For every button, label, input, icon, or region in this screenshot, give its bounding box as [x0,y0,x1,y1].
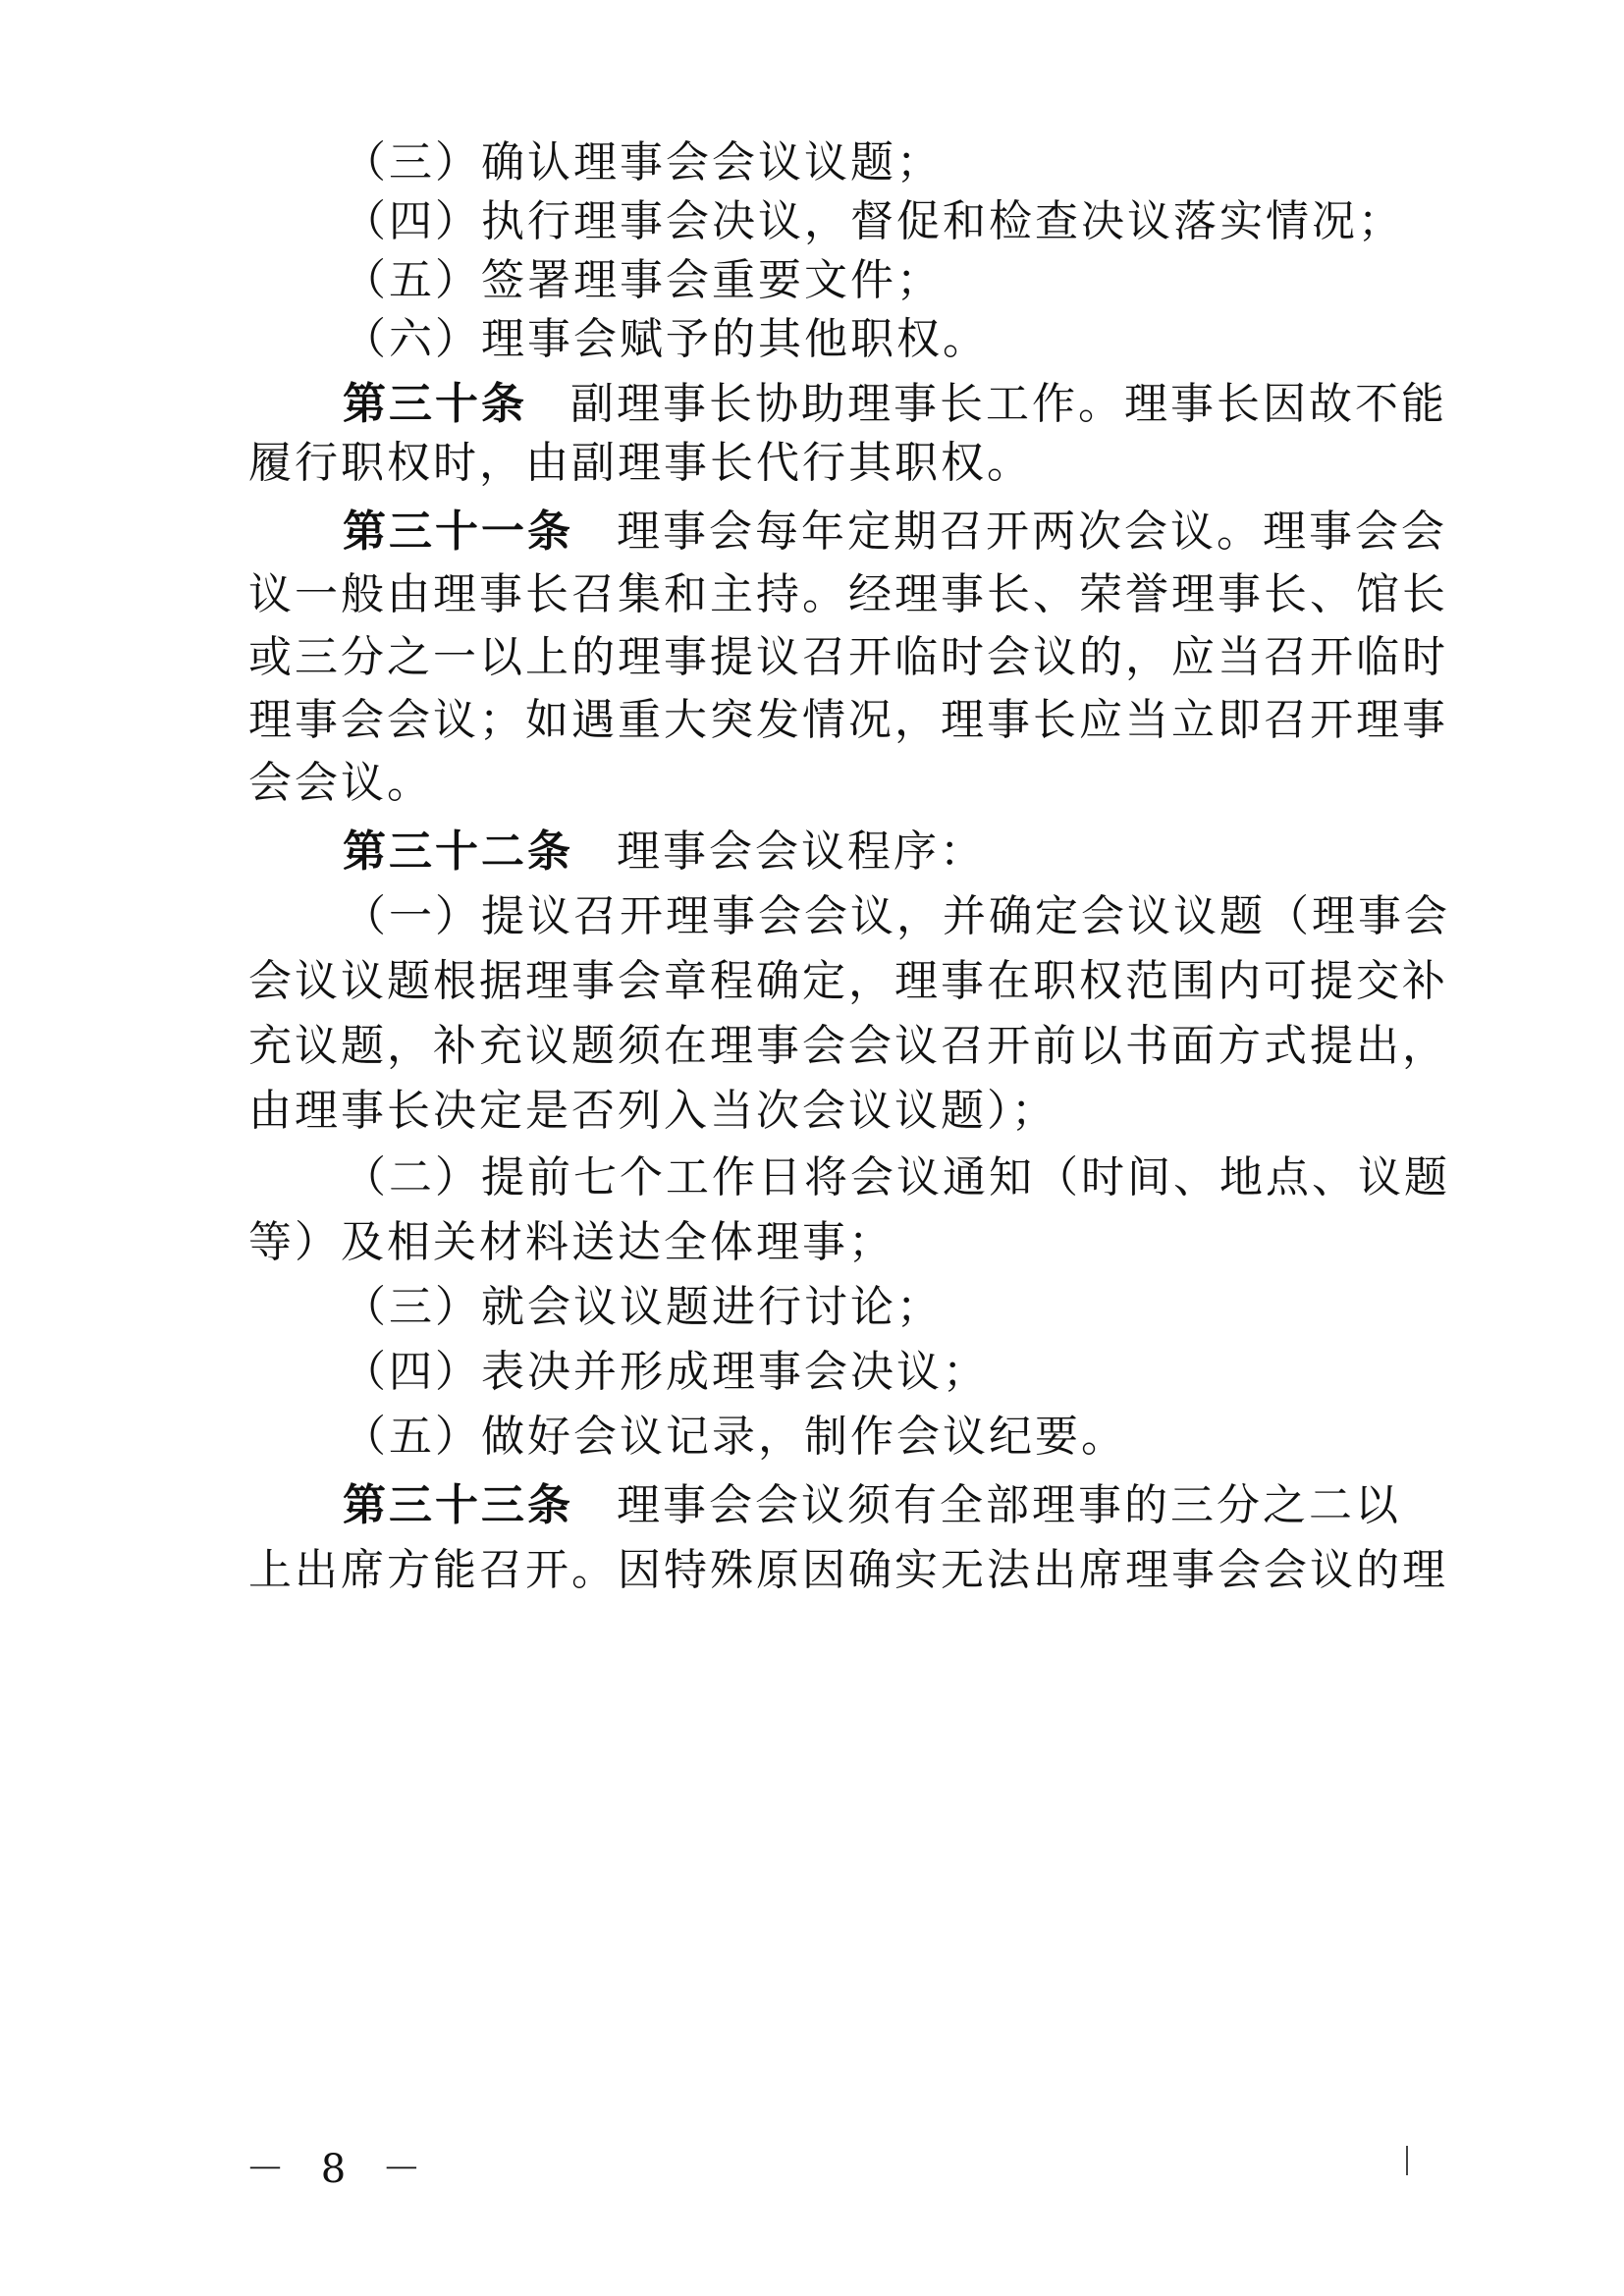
clause-item-3: （三）确认理事会会议议题； [343,137,943,187]
article-31-text: 理事会每年定期召开两次会议。理事会会 [617,507,1447,557]
article-31-heading: 第三十一条 [343,507,573,557]
procedure-item-1-line-2: 会议议题根据理事会章程确定，理事在职权范围内可提交补 [248,956,1448,1006]
article-33-first-line [343,1476,1401,1535]
article-30-heading: 第三十条 [343,379,527,429]
article-31-line-3: 或三分之一以上的理事提议召开临时会议的，应当召开临时 [248,632,1448,682]
article-32-first-line [343,823,1387,881]
procedure-item-1-line-4: 由理事长决定是否列入当次会议议题）； [248,1086,1057,1136]
article-33-text: 理事会会议须有全部理事的三分之二以 [617,1480,1401,1530]
procedure-item-2-line-1: （二）提前七个工作日将会议通知（时间、地点、议题 [343,1152,1450,1202]
procedure-item-1-line-3: 充议题，补充议题须在理事会会议召开前以书面方式提出， [248,1021,1448,1071]
article-31-line-4: 理事会会议；如遇重大突发情况，理事长应当立即召开理事 [248,695,1448,745]
procedure-item-2-line-2: 等）及相关材料送达全体理事； [248,1217,894,1267]
clause-item-4: （四）执行理事会决议，督促和检查决议落实情况； [343,196,1404,246]
article-30-first-line [343,375,1447,434]
procedure-item-4: （四）表决并形成理事会决议； [343,1347,989,1397]
margin-mark [1406,2146,1408,2175]
article-32-text: 理事会会议程序： [617,827,986,877]
article-30-text: 副理事长协助理事长工作。理事长因故不能 [570,379,1447,429]
procedure-item-5: （五）做好会议记录，制作会议纪要。 [343,1412,1127,1462]
clause-item-5: （五）签署理事会重要文件； [343,255,943,305]
article-32-heading: 第三十二条 [343,827,573,877]
article-30-line-2: 履行职权时，由副理事长代行其职权。 [248,438,1033,488]
article-33-heading: 第三十三条 [343,1480,573,1530]
article-31-line-5: 会会议。 [248,758,433,808]
page-number: － 8 － [245,2147,433,2192]
clause-item-6: （六）理事会赋予的其他职权。 [343,314,989,364]
article-31-line-2: 议一般由理事长召集和主持。经理事长、荣誉理事长、馆长 [248,569,1448,619]
article-33-line-2: 上出席方能召开。因特殊原因确实无法出席理事会会议的理 [248,1545,1448,1595]
procedure-item-3: （三）就会议议题进行讨论； [343,1282,943,1332]
procedure-item-1-line-1: （一）提议召开理事会会议，并确定会议议题（理事会 [343,891,1450,941]
article-31-first-line [343,503,1447,561]
